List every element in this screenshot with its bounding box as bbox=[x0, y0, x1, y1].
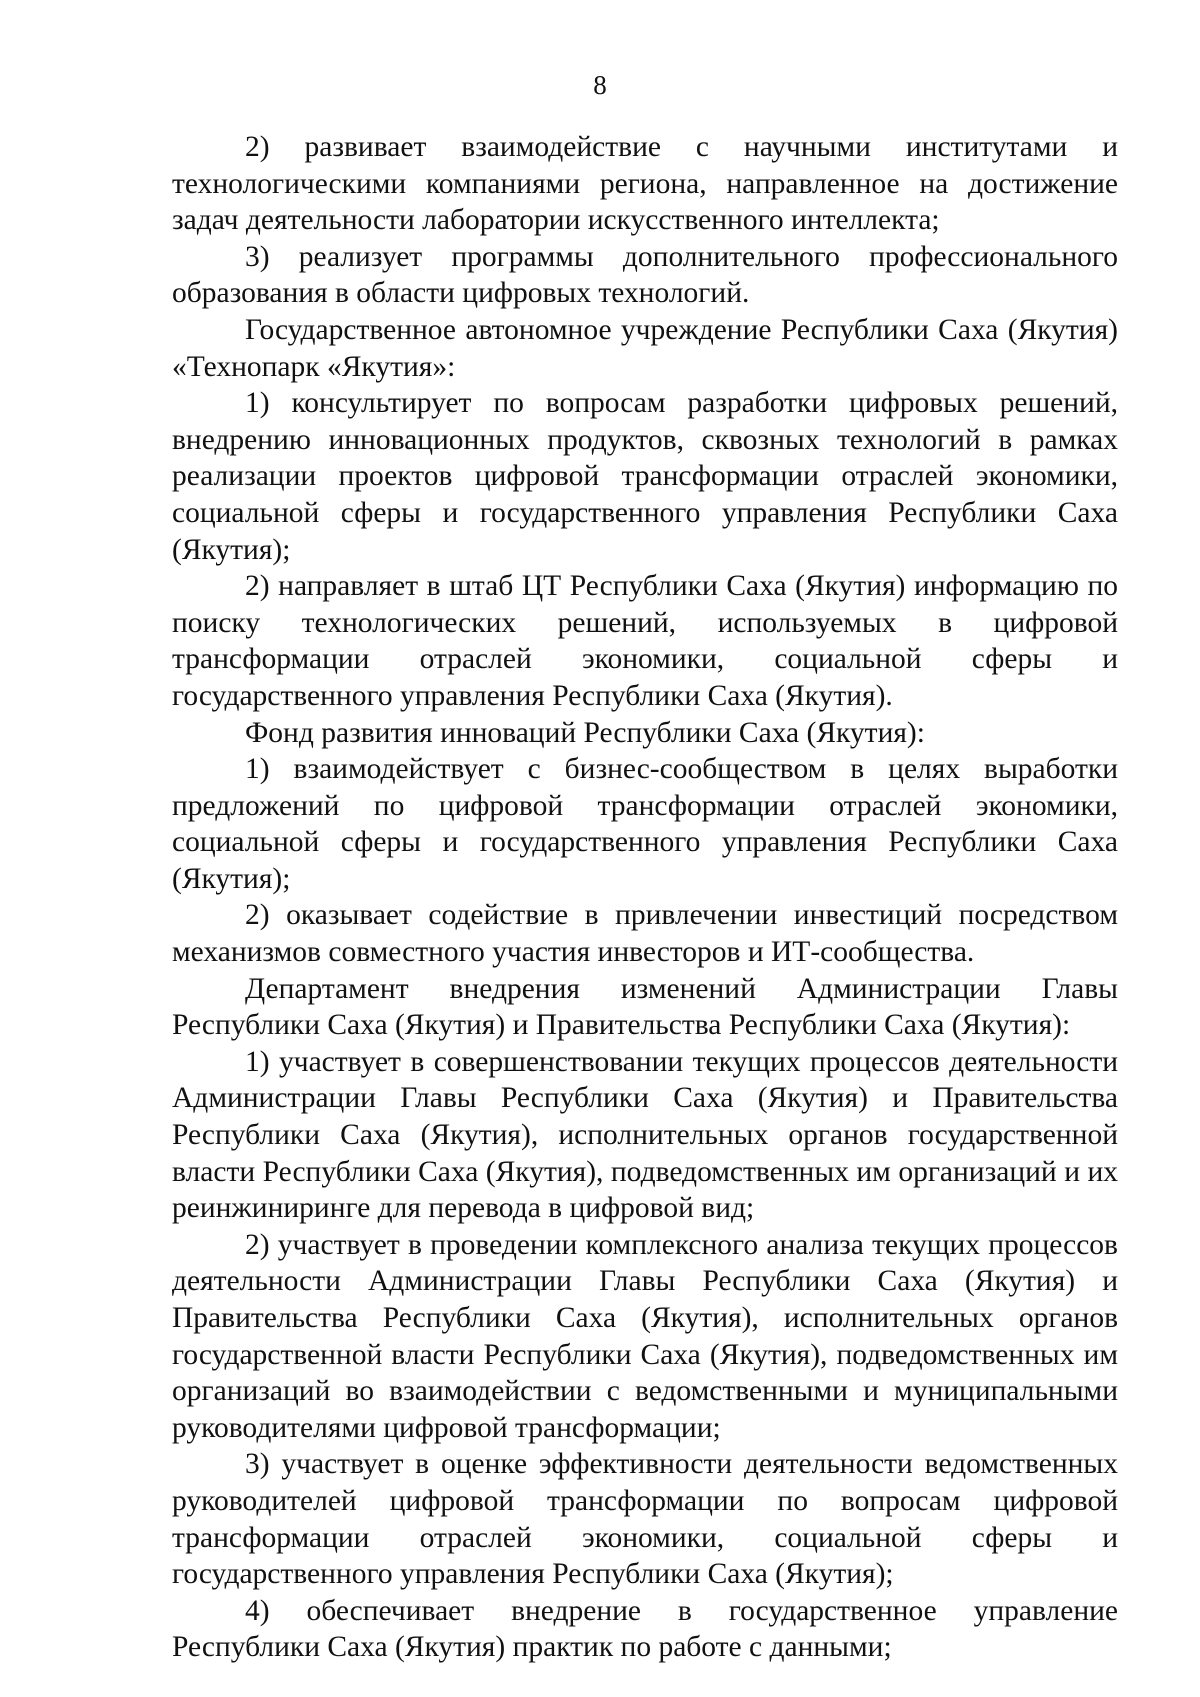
paragraph-innovation-fund-item-2: 2) оказывает содействие в привлечении инвестиций посредством механизмов совместного участия инвесторов и ИТ-сообщества. bbox=[172, 899, 1118, 969]
paragraph-technopark-heading: Государственное автономное учреждение Республики Саха (Якутия) «Технопарк «Якутия»: bbox=[172, 313, 1118, 383]
paragraph-education-programs: 3) реализует программы дополнительного профессионального образования в области цифровых технологий. bbox=[172, 240, 1118, 310]
paragraph-technopark-item-2: 2) направляет в штаб ЦТ Республики Саха (Якутия) информацию по поиску технологических решений, используемых в цифровой трансформации отраслей экономики, социальной сферы и государственного управления Республики Саха (Якутия). bbox=[172, 570, 1118, 712]
document-body bbox=[172, 129, 1118, 1666]
paragraph-change-department-item-3: 3) участвует в оценке эффективности деятельности ведомственных руководителей цифровой трансформации по вопросам цифровой трансформации отраслей экономики, социальной сферы и государственного управления Республики Саха (Якутия); bbox=[172, 1448, 1118, 1591]
page-number: 8 bbox=[593, 70, 607, 100]
paragraph-change-department-item-4: 4) обеспечивает внедрение в государственное управление Республики Саха (Якутия) практик по работе с данными; bbox=[172, 1594, 1118, 1664]
paragraph-change-department-item-1: 1) участвует в совершенствовании текущих процессов деятельности Администрации Главы Республики Саха (Якутия) и Правительства Республики Саха (Якутия), исполнительных органов государственной власти Республики Саха (Якутия), подведомственных им организаций и их реинжиниринге для перевода в цифровой вид; bbox=[172, 1045, 1118, 1225]
paragraph-innovation-fund-item-1: 1) взаимодействует с бизнес-сообществом в целях выработки предложений по цифровой трансформации отраслей экономики, социальной сферы и государственного управления Республики Саха (Якутия); bbox=[172, 753, 1118, 895]
paragraph-technopark-item-1: 1) консультирует по вопросам разработки цифровых решений, внедрению инновационных продуктов, сквозных технологий в рамках реализации проектов цифровой трансформации отраслей экономики, социальной сферы и государственного управления Республики Саха (Якутия); bbox=[172, 387, 1118, 566]
paragraph-change-department-heading: Департамент внедрения изменений Администрации Главы Республики Саха (Якутия) и Правительства Республики Саха (Якутия): bbox=[172, 972, 1118, 1042]
paragraph-lab-interaction: 2) развивает взаимодействие с научными институтами и технологическими компаниями региона, направленное на достижение задач деятельности лаборатории искусственного интеллекта; bbox=[172, 131, 1118, 237]
paragraph-change-department-item-2: 2) участвует в проведении комплексного анализа текущих процессов деятельности Администрации Главы Республики Саха (Якутия) и Правительства Республики Саха (Якутия), исполнительных органов государственной власти Республики Саха (Якутия), подведомственных им организаций во взаимодействии с ведомственными и муниципальными руководителями цифровой трансформации; bbox=[172, 1228, 1118, 1444]
paragraph-innovation-fund-heading: Фонд развития инноваций Республики Саха (Якутия): bbox=[245, 716, 925, 749]
